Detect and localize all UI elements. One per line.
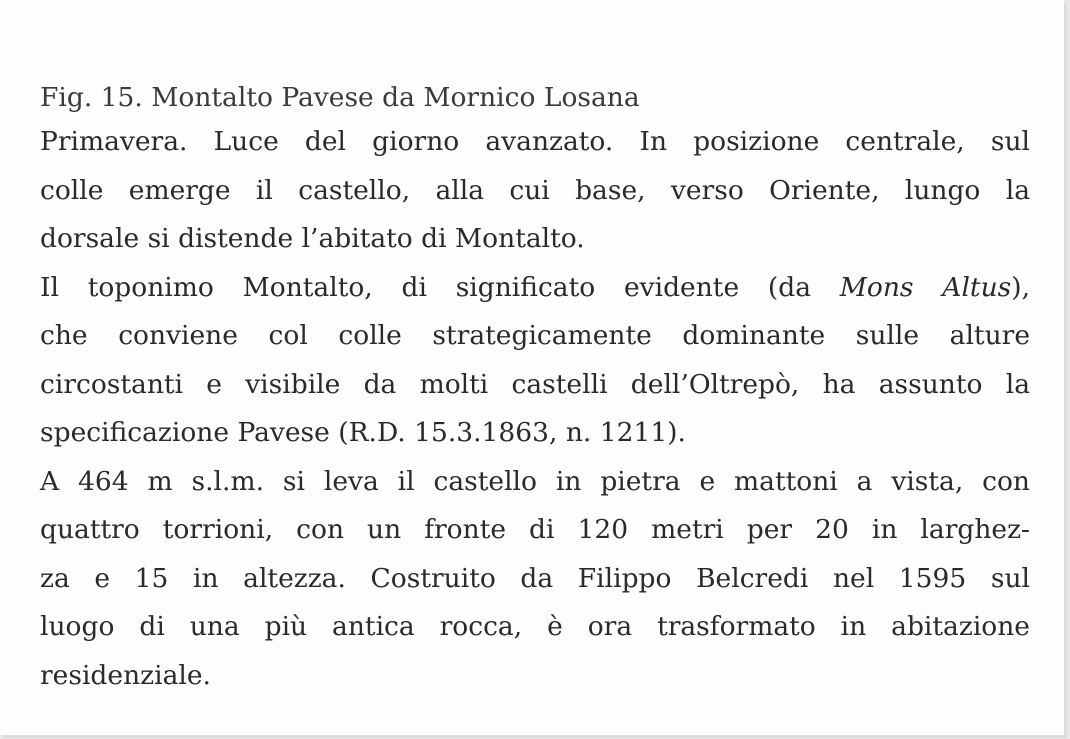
text-line: za e 15 in altezza. Costruito da Filippo Belcredi nel 1595 sul: [40, 562, 1030, 594]
document-text: [40, 70, 1030, 700]
text-line: A 464 m s.l.m. si leva il castello in pietra e mattoni a vista, con: [40, 465, 1030, 497]
figure-caption: [40, 70, 1030, 114]
text-line: quattro torrioni, con un fronte di 120 metri per 20 in larghez-: [40, 514, 1030, 545]
text-line: colle emerge il castello, alla cui base, verso Oriente, lungo la: [40, 174, 1030, 206]
figure-caption-text: Fig. 15. Montalto Pavese da Mornico Losana: [40, 82, 640, 113]
text-segment: Il toponimo Montalto, di significato evidente (da: [40, 271, 840, 303]
paragraph-1: [40, 118, 1030, 264]
text-line: Primavera. Luce del giorno avanzato. In posizione centrale, sul: [40, 126, 1030, 157]
text-line: residenziale.: [40, 659, 211, 691]
paragraph-3: [40, 458, 1030, 701]
paragraph-2: [40, 264, 1030, 458]
text-line: specificazione Pavese (R.D. 15.3.1863, n. 1211).: [40, 417, 686, 448]
text-line: dorsale si distende l’abitato di Montalto.: [40, 223, 585, 254]
text-line: circostanti e visibile da molti castelli dell’Oltrepò, ha assunto la: [40, 368, 1030, 400]
text-line: luogo di una più antica rocca, è ora trasformato in abitazione: [40, 611, 1030, 642]
latin-term: Mons Altus: [839, 271, 1012, 303]
text-line: che conviene col colle strategicamente dominante sulle alture: [40, 320, 1030, 351]
text-segment: ),: [1011, 271, 1030, 303]
text-line: [40, 264, 1030, 313]
